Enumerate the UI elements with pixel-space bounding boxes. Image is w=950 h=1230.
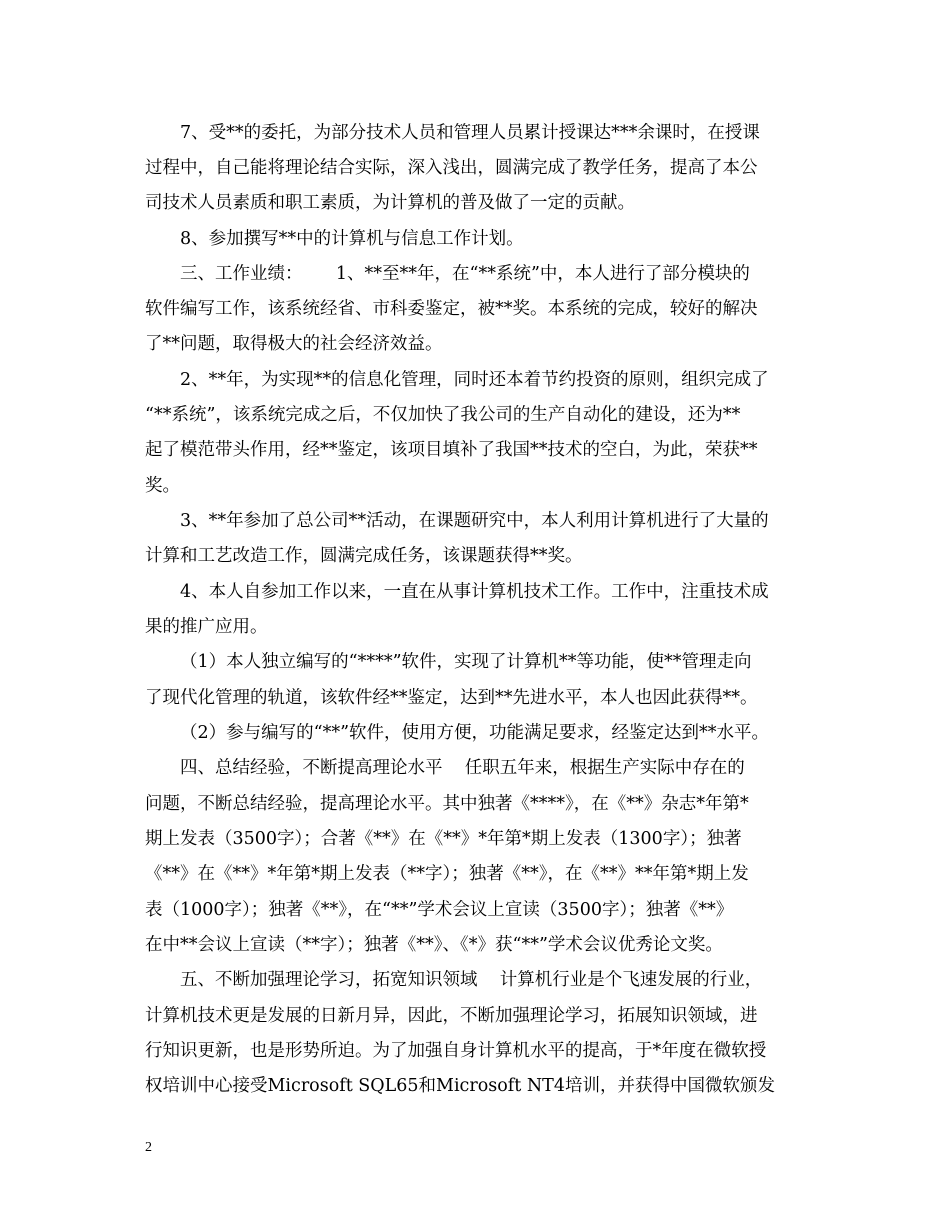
- text-line: 四、总结经验，不断提高理论水平 任职五年来，根据生产实际中存在的: [180, 758, 745, 778]
- text-line: 奖。: [145, 476, 180, 496]
- text-line: 起了模范带头作用，经**鉴定，该项目填补了我国**技术的空白，为此，荣获**: [145, 440, 758, 460]
- page-number: 2: [145, 1140, 152, 1155]
- text-line: 计算和工艺改造工作，圆满完成任务，该课题获得**奖。: [145, 546, 583, 566]
- text-line: （2）参与编写的“**”软件，使用方便，功能满足要求，经鉴定达到**水平。: [180, 723, 770, 743]
- text-line: 果的推广应用。: [145, 617, 268, 637]
- text-line: 《**》在《**》*年第*期上发表（**字）；独著《**》，在《**》**年第*期上发: [145, 864, 749, 884]
- text-line: 过程中，自己能将理论结合实际，深入浅出，圆满完成了教学任务，提高了本公: [145, 158, 758, 178]
- text-line: 五、不断加强理论学习，拓宽知识领域 计算机行业是个飞速发展的行业，: [180, 970, 763, 990]
- text-line: 司技术人员素质和职工素质，为计算机的普及做了一定的贡献。: [145, 193, 635, 213]
- text-line: 期上发表（3500字）；合著《**》在《**》*年第*期上发表（1300字）；独著: [145, 829, 742, 849]
- text-line: 4、本人自参加工作以来，一直在从事计算机技术工作。工作中，注重技术成: [180, 582, 769, 602]
- text-line: 7、受**的委托，为部分技术人员和管理人员累计授课达***余课时，在授课: [180, 123, 760, 143]
- text-line: 软件编写工作，该系统经省、市科委鉴定，被**奖。本系统的完成，较好的解决: [145, 299, 758, 319]
- text-line: 了现代化管理的轨道，该软件经**鉴定，达到**先进水平，本人也因此获得**。: [145, 688, 758, 708]
- text-line: 行知识更新，也是形势所迫。为了加强自身计算机水平的提高，于*年度在微软授: [145, 1041, 767, 1061]
- text-line: 权培训中心接受Microsoft SQL65和Microsoft NT4培训，并获得中国微软颁发: [145, 1076, 775, 1096]
- text-line: 计算机技术更是发展的日新月异，因此，不断加强理论学习，拓展知识领域，进: [145, 1006, 758, 1026]
- text-line: 三、工作业绩： 1、**至**年，在“**系统”中，本人进行了部分模块的: [180, 264, 750, 284]
- text-line: 在中**会议上宣读（**字）；独著《**》、《*》获“**”学术会议优秀论文奖。: [145, 935, 723, 955]
- text-line: 2、**年，为实现**的信息化管理，同时还本着节约投资的原则，组织完成了: [180, 370, 769, 390]
- text-line: （1）本人独立编写的“****”软件，实现了计算机**等功能，使**管理走向: [180, 652, 752, 672]
- text-line: 问题，不断总结经验，提高理论水平。其中独著《****》，在《**》杂志*年第*: [145, 794, 749, 814]
- text-line: “**系统”，该系统完成之后，不仅加快了我公司的生产自动化的建设，还为**: [145, 405, 741, 425]
- text-line: 8、参加撰写**中的计算机与信息工作计划。: [180, 229, 524, 249]
- text-line: 3、**年参加了总公司**活动，在课题研究中，本人利用计算机进行了大量的: [180, 511, 769, 531]
- text-line: 表（1000字）；独著《**》，在“**”学术会议上宣读（3500字）；独著《**》: [145, 900, 734, 920]
- text-line: 了**问题，取得极大的社会经济效益。: [145, 334, 443, 354]
